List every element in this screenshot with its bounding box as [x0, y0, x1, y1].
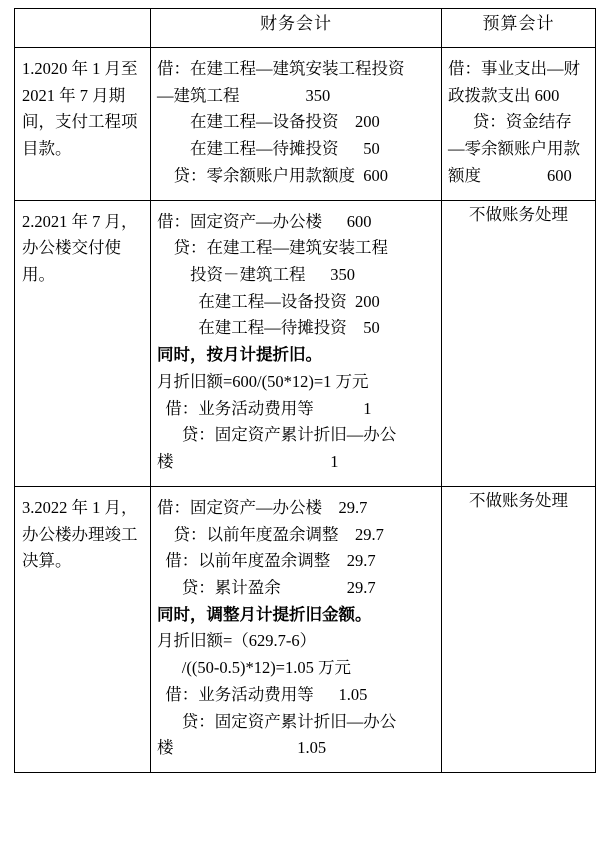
- case-description-cell: [15, 486, 151, 772]
- entry-line: 月折旧额=600/(50*12)=1 万元: [157, 371, 369, 391]
- entry-line: 贷：固定资产累计折旧—办公: [157, 425, 397, 445]
- entry-line: 借：以前年度盈余调整 29.7: [157, 551, 376, 571]
- entry-line: 借：在建工程—建筑安装工程投资: [157, 59, 405, 78]
- header-case: [15, 9, 151, 48]
- header-financial-accounting: 财务会计: [151, 9, 442, 48]
- entry-line: 借：业务活动费用等 1.05: [157, 684, 368, 704]
- financial-entry-text: [151, 48, 441, 200]
- table-header: [15, 9, 596, 48]
- entry-line: 楼 1: [157, 452, 339, 472]
- entry-line: —零余额账户用款: [448, 139, 580, 159]
- entry-line: 在建工程—设备投资 200: [157, 112, 380, 132]
- budget-no-entry-text: 不做账务处理: [469, 204, 568, 224]
- case-description-text: 2.2021 年 7 月，办公楼交付使用。: [22, 211, 138, 285]
- entry-line: 借：固定资产—办公楼 600: [157, 211, 372, 231]
- entry-line: 楼 1.05: [157, 738, 327, 758]
- entry-line: 借：事业支出—财政拨款支出 600: [448, 59, 580, 105]
- budget-entry-cell: [442, 486, 596, 772]
- entry-line: 贷：资金结存: [448, 112, 572, 132]
- entry-line: 月折旧额=（629.7-6）: [157, 631, 317, 651]
- table-row: [15, 200, 596, 486]
- entry-line: 投资－建筑工程 350: [157, 265, 355, 285]
- budget-entry-cell: [442, 200, 596, 486]
- entry-line: 贷：在建工程—建筑安装工程: [157, 238, 388, 258]
- financial-entry-text: [151, 487, 441, 772]
- entry-line: 额度 600: [448, 165, 572, 185]
- case-description-cell: [15, 48, 151, 201]
- entry-line: 贷：零余额账户用款额度 600: [157, 165, 388, 185]
- case-description-cell: [15, 200, 151, 486]
- accounting-entries-table: [14, 8, 596, 773]
- entry-line: 借：固定资产—办公楼 29.7: [157, 497, 368, 517]
- entry-line: 借：业务活动费用等 1: [157, 398, 372, 418]
- entry-line: 在建工程—待摊投资 50: [157, 318, 380, 338]
- table-row: [15, 48, 596, 201]
- budget-entry-text: [442, 48, 595, 200]
- entry-line: 在建工程—待摊投资 50: [157, 139, 380, 159]
- entry-line: 贷：固定资产累计折旧—办公: [157, 711, 397, 731]
- financial-entry-cell: [151, 486, 442, 772]
- case-description-text: 3.2022 年 1 月，办公楼办理竣工决算。: [22, 497, 138, 571]
- financial-entry-text: [151, 201, 441, 486]
- budget-no-entry-text: 不做账务处理: [469, 490, 568, 510]
- table-body: [15, 48, 596, 773]
- entry-line: 贷：以前年度盈余调整 29.7: [157, 524, 384, 544]
- entry-note: 同时，按月计提折旧。: [157, 345, 322, 365]
- header-row: [15, 9, 596, 48]
- financial-entry-cell: [151, 48, 442, 201]
- table-row: [15, 486, 596, 772]
- budget-entry-cell: [442, 48, 596, 201]
- entry-line: /((50-0.5)*12)=1.05 万元: [157, 658, 351, 678]
- case-description-text: 1.2020 年 1 月至 2021 年 7 月期间，支付工程项目款。: [22, 59, 138, 159]
- financial-entry-cell: [151, 200, 442, 486]
- entry-note: 同时，调整月计提折旧金额。: [157, 604, 372, 624]
- header-budget-accounting: 预算会计: [442, 9, 596, 48]
- entry-line: 在建工程—设备投资 200: [157, 291, 380, 311]
- entry-line: —建筑工程 350: [157, 85, 331, 105]
- entry-line: 贷：累计盈余 29.7: [157, 577, 376, 597]
